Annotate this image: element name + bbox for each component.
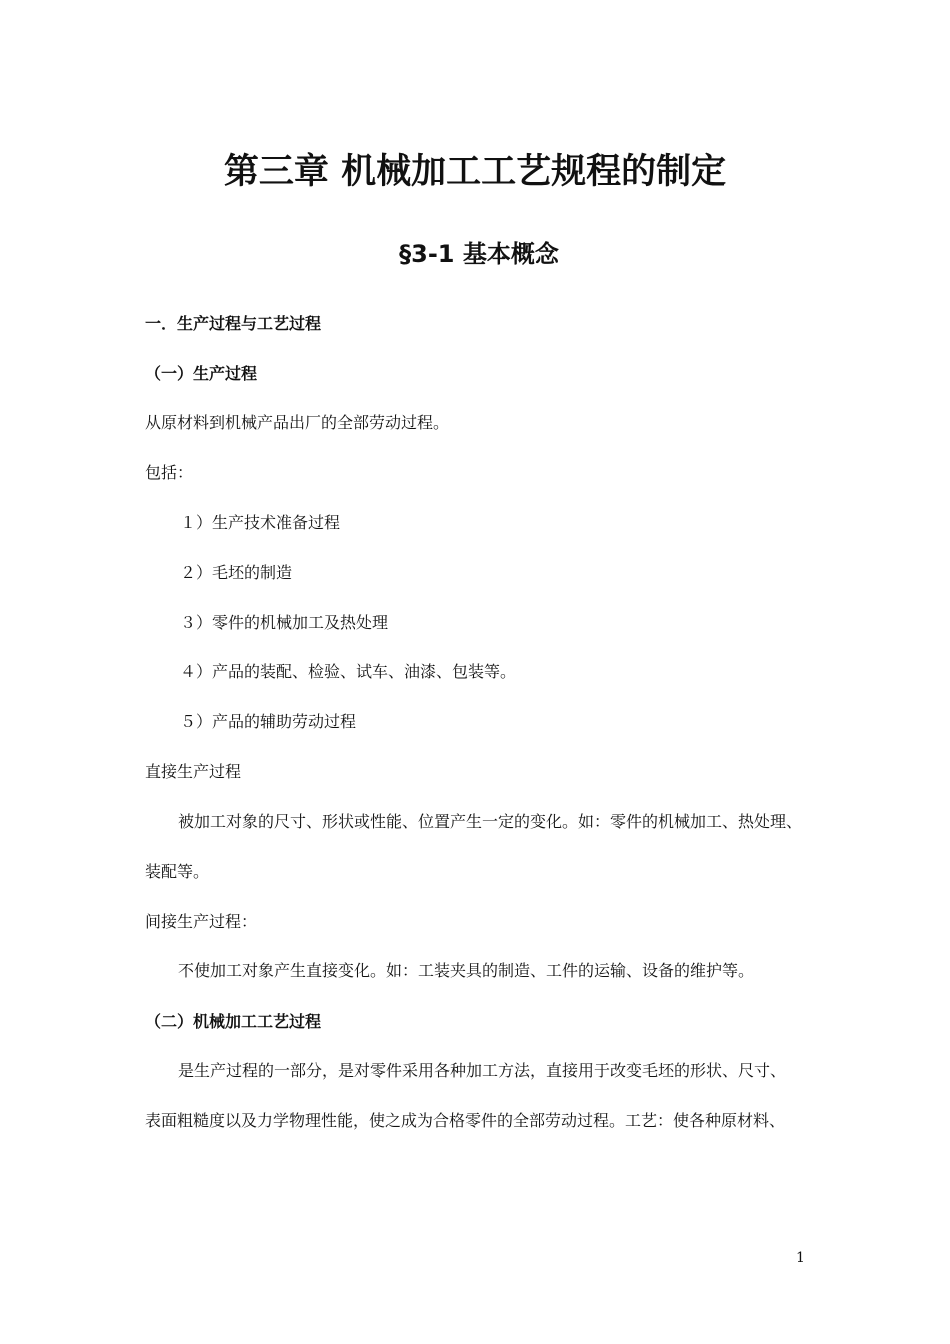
- list-item: ５）产品的辅助劳动过程: [180, 712, 357, 731]
- chapter-title: 第三章 机械加工工艺规程的制定: [223, 152, 727, 192]
- heading-production-process: （一）生产过程: [145, 364, 258, 383]
- list-item: ３）零件的机械加工及热处理: [180, 613, 389, 632]
- direct-production-text-cont: 装配等。: [145, 862, 210, 881]
- machining-process-text: 是生产过程的一部分，是对零件采用各种加工方法，直接用于改变毛坯的形状、尺寸、: [178, 1061, 787, 1080]
- list-item: ４）产品的装配、检验、试车、油漆、包装等。: [180, 662, 517, 681]
- list-item: １）生产技术准备过程: [180, 513, 341, 532]
- indirect-production-label: 间接生产过程：: [145, 912, 258, 931]
- production-definition: 从原材料到机械产品出厂的全部劳动过程。: [145, 413, 450, 432]
- machining-process-text-cont: 表面粗糙度以及力学物理性能，使之成为合格零件的全部劳动过程。工艺：使各种原材料、: [145, 1111, 786, 1130]
- includes-label: 包括：: [145, 463, 194, 482]
- heading-production-and-process: 一．生产过程与工艺过程: [145, 314, 322, 333]
- direct-production-text: 被加工对象的尺寸、形状或性能、位置产生一定的变化。如：零件的机械加工、热处理、: [178, 812, 803, 831]
- direct-production-label: 直接生产过程: [145, 762, 242, 781]
- page-number: 1: [796, 1250, 805, 1266]
- indirect-production-text: 不使加工对象产生直接变化。如：工装夹具的制造、工件的运输、设备的维护等。: [178, 961, 755, 980]
- list-item: ２）毛坯的制造: [180, 563, 293, 582]
- heading-machining-process: （二）机械加工工艺过程: [145, 1012, 322, 1031]
- section-title: §3-1 基本概念: [399, 240, 559, 268]
